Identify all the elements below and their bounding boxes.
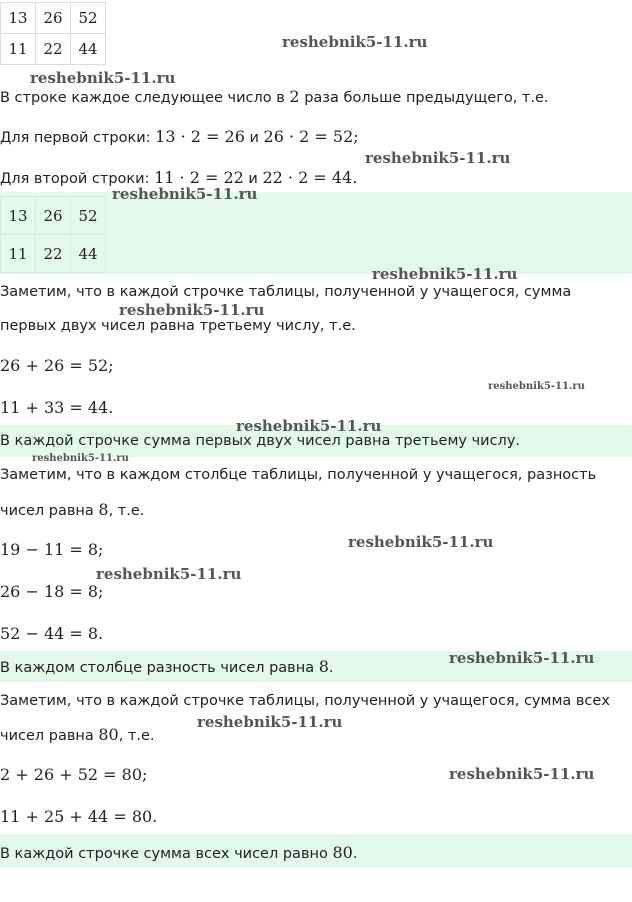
paragraph-4-line-1: Заметим, что в каждой строчке таблицы, полученной у учащегося, сумма всех [0, 693, 610, 709]
watermark: reshebnik5-11.ru [197, 713, 343, 731]
table-row [1, 235, 106, 273]
table-cell: 26 [36, 197, 71, 235]
equation: 2 + 26 + 52 = 80; [0, 765, 148, 784]
equation: 11 + 25 + 44 = 80. [0, 807, 158, 826]
conclusion-1: В каждой строчке сумма первых двух чисел равна третьему числу. [0, 433, 521, 449]
conclusion-3: В каждой строчке сумма всех чисел равно 80. [0, 843, 358, 862]
table-cell: 13 [1, 197, 36, 235]
statement-line: В строке каждое следующее число в 2 раза больше предыдущего, т.е. [0, 87, 549, 106]
watermark: reshebnik5-11.ru [449, 649, 595, 667]
table-cell: 11 [1, 235, 36, 273]
watermark: reshebnik5-11.ru [119, 301, 265, 319]
number-table-highlight [0, 196, 106, 273]
table-cell: 26 [36, 3, 71, 34]
watermark: reshebnik5-11.ru [96, 565, 242, 583]
second-row-line: Для второй строки: 11 · 2 = 22 и 22 · 2 = 44. [0, 168, 358, 187]
first-row-line: Для первой строки: 13 · 2 = 26 и 26 · 2 = 52; [0, 127, 359, 146]
watermark: reshebnik5-11.ru [282, 33, 428, 51]
equation: 19 − 11 = 8; [0, 540, 104, 559]
watermark: reshebnik5-11.ru [236, 417, 382, 435]
table-row [1, 3, 106, 34]
table-cell: 22 [36, 34, 71, 65]
watermark: reshebnik5-11.ru [30, 69, 176, 87]
paragraph-2-line-1: Заметим, что в каждой строчке таблицы, полученной у учащегося, сумма [0, 284, 572, 300]
watermark: reshebnik5-11.ru [365, 149, 511, 167]
table-cell: 22 [36, 235, 71, 273]
watermark: reshebnik5-11.ru [112, 185, 258, 203]
table-cell: 52 [71, 3, 106, 34]
table-cell: 11 [1, 34, 36, 65]
paragraph-2-line-2: первых двух чисел равна третьему числу, т.е. [0, 318, 356, 334]
equation: 11 + 33 = 44. [0, 398, 114, 417]
equation: 26 + 26 = 52; [0, 356, 114, 375]
paragraph-3-line-2: чисел равна 8, т.е. [0, 500, 145, 519]
watermark: reshebnik5-11.ru [32, 453, 129, 464]
table-cell: 44 [71, 235, 106, 273]
table-row [1, 197, 106, 235]
watermark: reshebnik5-11.ru [449, 765, 595, 783]
paragraph-4-line-2: чисел равна 80, т.е. [0, 725, 155, 744]
equation: 26 − 18 = 8; [0, 582, 104, 601]
table-cell: 52 [71, 197, 106, 235]
watermark: reshebnik5-11.ru [348, 533, 494, 551]
table-cell: 13 [1, 3, 36, 34]
watermark: reshebnik5-11.ru [488, 381, 585, 392]
paragraph-3-line-1: Заметим, что в каждом столбце таблицы, полученной у учащегося, разность [0, 467, 597, 483]
equation: 52 − 44 = 8. [0, 624, 104, 643]
conclusion-2: В каждом столбце разность чисел равна 8. [0, 657, 334, 676]
watermark: reshebnik5-11.ru [372, 265, 518, 283]
table-row [1, 34, 106, 65]
table-cell: 44 [71, 34, 106, 65]
number-table-top [0, 2, 106, 65]
